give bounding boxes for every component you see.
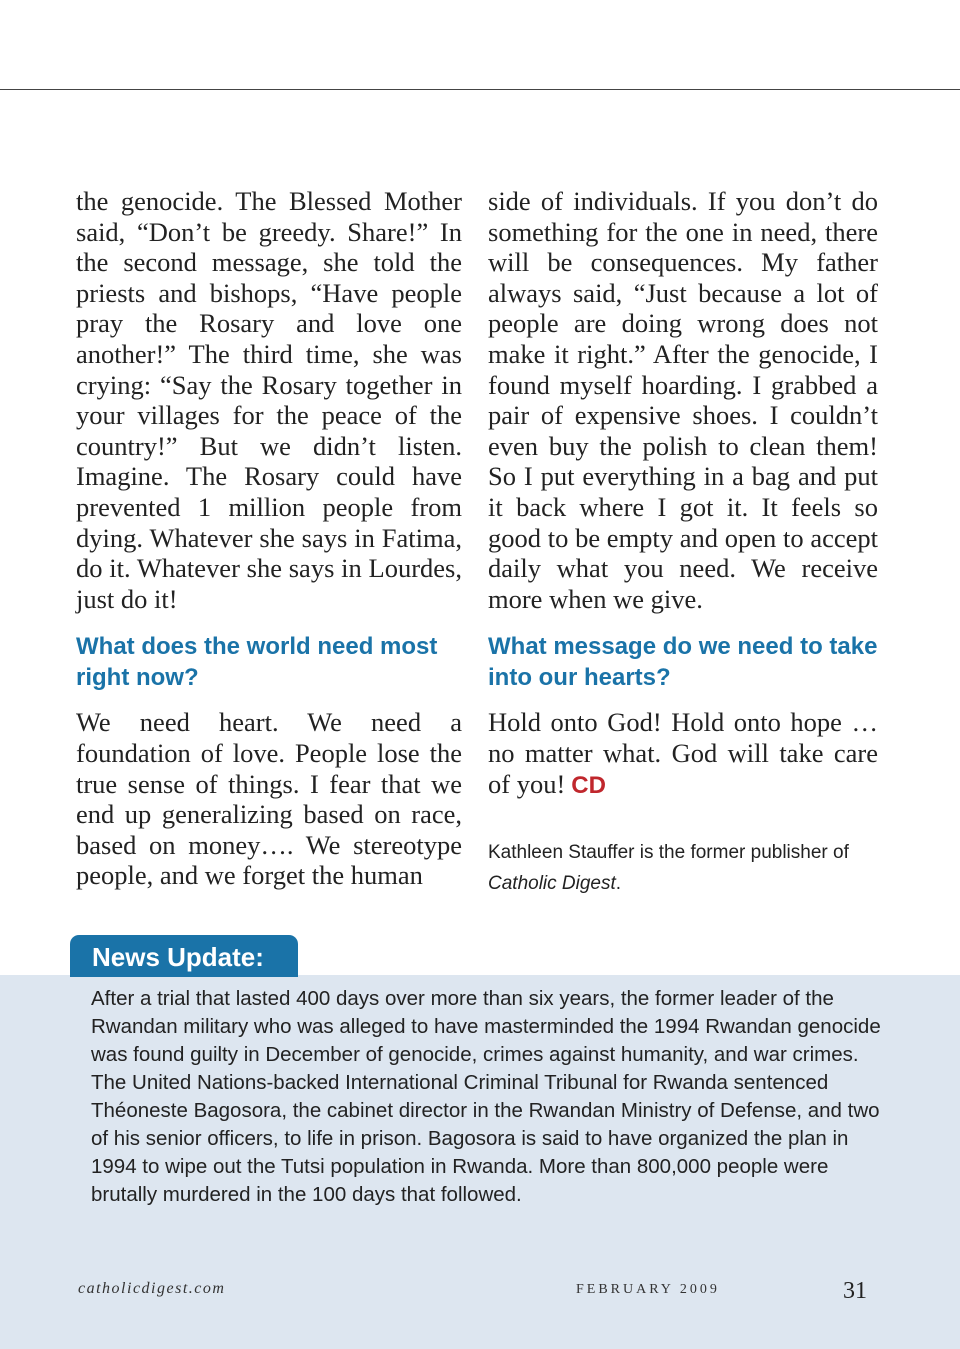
bio-publication: Catholic Digest (488, 873, 616, 895)
article-left-column (76, 186, 462, 891)
question-heading-1: What does the world need most right now? (76, 633, 438, 691)
news-update-text: After a trial that lasted 400 days over more than six years, the former leader of the Rwandan military who was alleged to have masterminded the 1994 Rwandan genocide was found guilty in December of genocide, crimes against humanity, and war crimes. The United Nations-backed International Criminal Tribunal for Rwanda sentenced Théoneste Bagosora, the cabinet director in the Rwandan Ministry of Defense, and two of his senior officers, to life in prison. Bagosora is said to have organized the plan in 1994 to wipe out the Tutsi population in Rwanda. More than 800,000 people were brutally murdered in the 100 days that followed. (91, 987, 881, 1206)
footer-site: catholicdigest.com (78, 1280, 226, 1297)
right-paragraph-2 (488, 707, 878, 801)
article-right-column (488, 186, 878, 899)
bio-suffix: . (615, 873, 622, 895)
question-heading-2: What message do we need to take into our hearts? (488, 633, 878, 691)
page-number: 31 (843, 1278, 867, 1304)
closing-text: Hold onto God! Hold onto hope … no matter what. God will take care of you! (488, 707, 878, 799)
right-paragraph-1: side of individuals. If you don’t do something for the one in need, there will be consequences. My father always said, “Just because a lot of people are doing wrong does not make it right.” After the genocide, I found myself hoarding. I grabbed a pair of expensive shoes. I couldn’t even buy the polish to clean them! So I put everything in a bag and put it back where I got it. It feels so good to be empty and open to accept daily what you need. We receive more when we give. (488, 186, 878, 614)
end-mark: CD (571, 771, 606, 799)
news-update-label: News Update: (70, 935, 298, 977)
footer-date: FEBRUARY 2009 (576, 1282, 720, 1297)
top-rule (0, 89, 960, 90)
left-paragraph-2: We need heart. We need a foundation of love. People lose the true sense of things. I fear that we end up generalizing based on race, based on money…. We stereotype people, and we forget the human (76, 707, 462, 891)
bio-prefix: Kathleen Stauffer is the former publisher of (488, 842, 849, 864)
author-bio (488, 837, 878, 899)
left-paragraph-1: the genocide. The Blessed Mother said, “Don’t be greedy. Share!” In the second message, she told the priests and bishops, “Have people pray the Rosary and love one another!” The third time, she was crying: “Say the Rosary together in your villages for the peace of the country!” But we didn’t listen. Imagine. The Rosary could have prevented 1 million people from dying. Whatever she says in Fatima, do it. Whatever she says in Lourdes, just do it! (76, 186, 462, 614)
